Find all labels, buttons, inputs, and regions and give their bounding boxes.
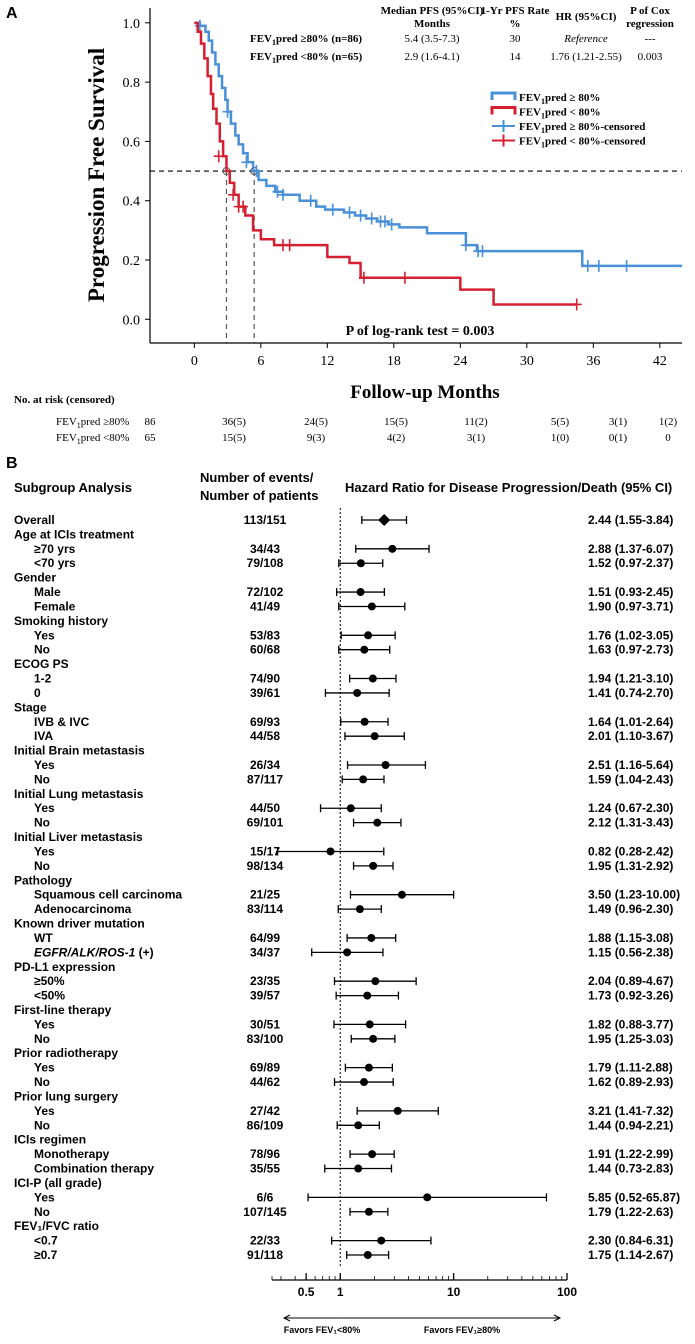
forest-events: 107/145 [243, 1204, 287, 1219]
km-y-tick-label: 0.2 [122, 253, 140, 269]
km-table-p: --- [644, 33, 656, 45]
forest-point [326, 847, 334, 855]
forest-events: 79/108 [246, 556, 284, 571]
km-at-risk-group: $FEV_1pred \ge 80\%$ [56, 416, 130, 430]
forest-row-label: EGFR/ALK/ROS-1 (+) [34, 945, 154, 960]
km-pvalue-label: P of log-rank test = 0.003 [345, 324, 495, 339]
forest-category-header: FEV₁/FVC ratio [14, 1219, 99, 1234]
km-x-tick-label: 36 [586, 354, 601, 369]
forest-row-label: Yes [34, 1190, 55, 1205]
forest-category-header: ECOG PS [14, 657, 69, 672]
forest-point [371, 977, 379, 985]
km-censor-mark [306, 195, 316, 207]
forest-events: 41/49 [249, 599, 281, 614]
km-table-p: 0.003 [637, 51, 663, 63]
forest-events: 83/100 [246, 1031, 284, 1046]
forest-category-header: ICI-P (all grade) [14, 1175, 102, 1190]
forest-point [359, 775, 367, 783]
forest-events: 44/62 [249, 1075, 281, 1090]
forest-events: 22/33 [249, 1233, 281, 1248]
forest-point [357, 588, 365, 596]
forest-events: 78/96 [249, 1147, 281, 1162]
forest-row-label: Yes [34, 801, 55, 816]
km-at-risk-value: 1(0) [550, 432, 570, 444]
km-y-axis-label: Progression Free Survival [84, 47, 109, 303]
forest-favors-right: Favors FEV₁≥80% [423, 1325, 501, 1335]
forest-hr-text: 1.82 (0.88-3.77) [588, 1017, 674, 1032]
forest-point [356, 905, 364, 913]
forest-hr-text: 1.15 (0.56-2.38) [588, 945, 674, 960]
km-at-risk-value: 0(1) [608, 432, 628, 444]
forest-point [398, 891, 406, 899]
km-table-header: Months [413, 18, 451, 30]
km-y-tick-label: 1.0 [122, 16, 140, 32]
forest-point [360, 1078, 368, 1086]
forest-point [367, 934, 375, 942]
forest-hr-text: 1.79 (1.22-2.63) [588, 1204, 674, 1219]
km-table-median: 5.4 (3.5-7.3) [404, 33, 460, 45]
forest-hr-text: 2.88 (1.37-6.07) [588, 541, 674, 556]
km-legend-label: $FEV_1pred < 80\%$ [519, 106, 601, 121]
forest-hr-text: 1.44 (0.73-2.83) [588, 1161, 674, 1176]
forest-hr-text: 1.95 (1.25-3.03) [588, 1031, 674, 1046]
forest-favors-left: Favors FEV₁<80% [283, 1325, 361, 1335]
km-at-risk-value: 4(2) [386, 432, 406, 444]
km-at-risk-group: $FEV_1pred <80\%$ [56, 432, 130, 446]
forest-row-label: 0 [34, 685, 41, 700]
forest-hr-text: 1.91 (1.22-2.99) [588, 1147, 674, 1162]
forest-point [354, 1121, 362, 1129]
forest-hr-text: 1.62 (0.89-2.93) [588, 1075, 674, 1090]
forest-point [373, 819, 381, 827]
forest-events-header-line2: Number of patients [200, 488, 319, 503]
km-legend-label: $FEV_1pred$ < 80%-censored [519, 135, 646, 150]
km-table-header: % [509, 18, 521, 30]
forest-overall-diamond [378, 514, 390, 526]
forest-row-label: ≥70 yrs [34, 541, 76, 556]
forest-events: 26/34 [249, 758, 281, 772]
forest-events: 64/99 [249, 930, 281, 945]
forest-point [369, 862, 377, 870]
km-table-group: $FEV_1pred \ge 80\%$ (n=86) [250, 33, 363, 47]
km-censor-mark [345, 207, 355, 219]
km-at-risk-value: 15(5) [222, 432, 246, 444]
km-at-risk-value: 9(3) [306, 432, 326, 444]
km-legend-label: $FEV_1pred \ge 80\%$ [519, 92, 601, 106]
forest-hr-text: 2.12 (1.31-3.43) [588, 815, 674, 830]
km-curve-low [194, 23, 576, 305]
km-table-header: HR (95%CI) [555, 11, 617, 23]
forest-favors-right-arrow [340, 1315, 560, 1321]
forest-hr-text: 2.44 (1.55-3.84) [588, 513, 674, 527]
forest-hr-text: 1.52 (0.97-2.37) [588, 556, 674, 571]
forest-hr-text: 1.24 (0.67-2.30) [588, 801, 674, 816]
forest-events: 60/68 [249, 642, 281, 657]
forest-row-label: Overall [14, 513, 55, 527]
forest-hr-text: 2.01 (1.10-3.67) [588, 729, 674, 744]
forest-row-label: ≥0.7 [34, 1248, 58, 1262]
forest-row-label: IVA [34, 729, 54, 744]
forest-category-header: Initial Liver metastasis [14, 830, 143, 845]
km-censor-mark [285, 239, 295, 251]
km-table-hr: 1.76 (1.21-2.55) [550, 51, 622, 63]
forest-hr-text: 1.59 (1.04-2.43) [588, 772, 674, 787]
forest-events: 35/55 [249, 1161, 281, 1176]
km-y-tick-label: 0.4 [122, 194, 140, 210]
forest-events: 69/93 [249, 714, 281, 729]
forest-row-label: <50% [34, 988, 66, 1003]
forest-events: 113/151 [243, 513, 287, 527]
forest-x-axis [272, 508, 577, 1335]
forest-point [363, 992, 371, 1000]
forest-point [388, 545, 396, 553]
forest-events: 86/109 [246, 1118, 284, 1133]
forest-favors-left-arrow [284, 1315, 340, 1321]
forest-row-label: No [34, 1031, 50, 1046]
forest-point [371, 732, 379, 740]
forest-hr-text: 2.30 (0.84-6.31) [588, 1233, 674, 1248]
km-table-median: 2.9 (1.6-4.1) [404, 51, 460, 63]
km-censor-mark [594, 260, 604, 272]
km-censor-mark [572, 298, 582, 310]
forest-plot [14, 470, 680, 1335]
km-legend-line-swatch [492, 93, 515, 100]
km-at-risk-title: No. at risk (censored) [14, 394, 115, 406]
forest-row-label: <0.7 [34, 1233, 58, 1248]
forest-category-header: Known driver mutation [14, 916, 145, 931]
forest-hr-text: 1.79 (1.11-2.88) [588, 1060, 673, 1075]
forest-category-header: Gender [14, 570, 57, 585]
forest-category-header: First-line therapy [14, 1003, 112, 1017]
km-censor-mark [356, 210, 366, 222]
km-censor-mark [272, 186, 282, 198]
km-x-tick-label: 42 [652, 354, 667, 369]
km-at-risk-value: 0 [665, 432, 671, 444]
forest-events: 15/17 [249, 844, 281, 859]
forest-row-label: Female [34, 599, 76, 614]
forest-events: 83/114 [246, 902, 284, 917]
forest-events: 69/89 [249, 1060, 281, 1075]
forest-tick-label: 100 [556, 1285, 578, 1299]
forest-category-header: Initial Brain metastasis [14, 743, 145, 758]
forest-row-label: Squamous cell carcinoma [34, 887, 183, 902]
km-summary-table [250, 5, 674, 65]
forest-events: 21/25 [249, 887, 281, 902]
forest-events: 98/134 [246, 858, 284, 873]
forest-row-label: Yes [34, 844, 55, 859]
km-reference-lines [150, 168, 682, 343]
km-censor-mark [328, 204, 338, 216]
km-censor-mark [367, 212, 377, 224]
km-table-rate: 14 [509, 51, 521, 63]
km-y-tick-label: 0.8 [122, 76, 140, 92]
forest-row-label: Yes [34, 758, 55, 772]
km-table-header: P of Cox [630, 5, 670, 17]
forest-row-label: Male [34, 585, 61, 600]
forest-point [369, 1035, 377, 1043]
forest-point [347, 804, 355, 812]
forest-row-label: Yes [34, 1017, 55, 1032]
km-table-header: 1-Yr PFS Rate [480, 5, 550, 17]
forest-row-label: Yes [34, 1060, 55, 1075]
km-legend [492, 92, 646, 150]
forest-point [364, 1251, 372, 1259]
forest-row-label: No [34, 1204, 50, 1219]
km-legend-label: $FEV_1pred$ ≥ 80%-censored [519, 121, 646, 135]
km-y-tick-label: 0.0 [122, 313, 140, 329]
forest-row-label: 1-2 [34, 671, 52, 686]
km-x-axis-label: Follow-up Months [350, 382, 500, 403]
forest-hr-text: 1.73 (0.92-3.26) [588, 988, 674, 1003]
forest-hr-text: 1.41 (0.74-2.70) [588, 685, 674, 700]
km-legend-censor-swatch [492, 120, 515, 132]
forest-point [360, 646, 368, 654]
km-at-risk-value: 5(5) [550, 416, 570, 428]
forest-row-label: No [34, 1118, 50, 1133]
km-at-risk-value: 36(5) [222, 416, 246, 428]
forest-hr-text: 3.21 (1.41-7.32) [588, 1103, 674, 1118]
forest-category-header: ICIs regimen [14, 1132, 87, 1147]
forest-hr-text: 1.76 (1.02-3.05) [588, 628, 674, 643]
forest-row-label: WT [34, 930, 53, 945]
forest-events: 44/50 [249, 801, 281, 816]
forest-category-header: Age at ICIs treatment [14, 527, 135, 542]
forest-row-label: Adenocarcinoma [34, 902, 132, 917]
km-x-tick-label: 6 [257, 354, 265, 369]
forest-events: 6/6 [256, 1190, 274, 1205]
forest-events-header-line1: Number of events/ [200, 470, 314, 485]
km-table-group: $FEV_1pred <80\%$ (n=65) [250, 51, 363, 65]
forest-point [361, 718, 369, 726]
km-at-risk-value: 65 [144, 432, 156, 444]
forest-events: 27/42 [249, 1103, 281, 1118]
km-at-risk-value: 15(5) [384, 416, 408, 428]
forest-tick-label: 1 [336, 1285, 344, 1299]
km-legend-line-swatch [492, 108, 515, 115]
forest-point [365, 1064, 373, 1072]
forest-hr-text: 1.51 (0.93-2.45) [588, 585, 674, 600]
km-at-risk-value: 3(1) [608, 416, 628, 428]
forest-hr-text: 1.75 (1.14-2.67) [588, 1248, 674, 1262]
km-at-risk-value: 11(2) [464, 416, 488, 428]
km-plot [14, 5, 682, 446]
forest-category-header: Initial Lung metastasis [14, 786, 144, 801]
forest-point [365, 1208, 373, 1216]
forest-point [423, 1193, 431, 1201]
km-table-rate: 30 [509, 33, 521, 45]
forest-hr-text: 1.49 (0.96-2.30) [588, 902, 674, 917]
forest-point [357, 559, 365, 567]
km-censor-mark [583, 260, 593, 272]
km-censor-mark [461, 239, 471, 251]
km-censor-mark [241, 156, 251, 168]
km-table-hr: Reference [564, 33, 608, 45]
km-table-header: regression [626, 18, 674, 30]
km-at-risk-value: 3(1) [466, 432, 486, 444]
km-at-risk-value: 1(2) [658, 416, 678, 428]
forest-point [366, 1020, 374, 1028]
km-y-tick-label: 0.6 [122, 135, 140, 151]
forest-category-header: Prior lung surgery [14, 1089, 119, 1104]
km-censor-mark [228, 189, 238, 201]
forest-hr-text: 2.51 (1.16-5.64) [588, 758, 674, 772]
forest-hr-text: 2.04 (0.89-4.67) [588, 974, 674, 989]
forest-row-label: Yes [34, 1103, 55, 1118]
km-series [194, 20, 682, 311]
forest-hr-text: 1.94 (1.21-3.10) [588, 671, 674, 686]
km-x-tick-label: 30 [519, 354, 534, 369]
km-at-risk-table [14, 394, 677, 446]
km-at-risk-value: 24(5) [304, 416, 328, 428]
forest-events: 87/117 [246, 772, 284, 787]
forest-tick-label: 0.5 [297, 1285, 315, 1299]
forest-events: 72/102 [246, 585, 284, 600]
forest-hr-text: 1.88 (1.15-3.08) [588, 930, 674, 945]
forest-row-label: Combination therapy [34, 1161, 155, 1176]
forest-category-header: Stage [14, 700, 47, 715]
km-x-tick-label: 12 [320, 354, 335, 369]
forest-point [354, 1165, 362, 1173]
forest-category-header: Prior radiotherapy [14, 1046, 119, 1061]
forest-tick-label: 10 [446, 1285, 461, 1299]
km-censor-mark [478, 245, 488, 257]
forest-row-label: ≥50% [34, 974, 65, 989]
forest-hr-text: 0.82 (0.28-2.42) [588, 844, 674, 859]
forest-events: 34/43 [249, 541, 281, 556]
km-at-risk-value: 86 [144, 416, 156, 428]
forest-row-label: No [34, 772, 50, 787]
forest-events: 34/37 [249, 945, 281, 960]
forest-events: 39/61 [249, 685, 281, 700]
forest-point [353, 689, 361, 697]
forest-row-label: IVB & IVC [34, 714, 90, 729]
forest-point [382, 761, 390, 769]
km-table-header: Median PFS (95%CI) [380, 5, 484, 17]
forest-hr-text: 1.64 (1.01-2.64) [588, 714, 674, 729]
forest-hr-text: 1.63 (0.97-2.73) [588, 642, 674, 657]
forest-row-label: No [34, 1075, 50, 1090]
km-x-tick-label: 24 [453, 354, 468, 369]
forest-row-label: No [34, 815, 50, 830]
forest-events: 30/51 [249, 1017, 281, 1032]
forest-point [368, 1150, 376, 1158]
forest-row-label: Monotherapy [34, 1147, 110, 1162]
km-censor-mark [400, 272, 410, 284]
forest-point [377, 1237, 385, 1245]
forest-events: 69/101 [246, 815, 284, 830]
forest-events: 74/90 [249, 671, 281, 686]
forest-events: 44/58 [249, 729, 281, 744]
forest-events: 23/35 [249, 974, 281, 989]
forest-hr-text: 3.50 (1.23-10.00) [588, 887, 681, 902]
forest-row-label: No [34, 858, 50, 873]
panel-label-b: B [6, 455, 18, 472]
forest-point [394, 1107, 402, 1115]
km-x-tick-label: 0 [190, 354, 198, 369]
panel-label-a: A [6, 5, 18, 22]
forest-category-header: Pathology [14, 873, 73, 888]
forest-subgroup-header: Subgroup Analysis [14, 480, 132, 495]
km-x-tick-label: 18 [386, 354, 401, 369]
km-censor-mark [622, 260, 632, 272]
forest-events: 91/118 [246, 1248, 284, 1262]
forest-hr-text: 1.90 (0.97-3.71) [588, 599, 674, 614]
forest-events: 39/57 [249, 988, 281, 1003]
km-legend-censor-swatch [492, 135, 515, 147]
forest-point [343, 948, 351, 956]
forest-rows [14, 513, 680, 1262]
forest-row-label: <70 yrs [34, 556, 76, 571]
forest-events: 53/83 [249, 628, 281, 643]
forest-row-label: No [34, 642, 50, 657]
forest-category-header: PD-L1 expression [14, 959, 116, 974]
forest-point [364, 631, 372, 639]
forest-category-header: Smoking history [14, 613, 109, 628]
forest-row-label: Yes [34, 628, 55, 643]
forest-hr-header: Hazard Ratio for Disease Progression/Death (95% CI) [345, 480, 673, 495]
forest-hr-text: 1.95 (1.31-2.92) [588, 858, 674, 873]
forest-hr-text: 5.85 (0.52-65.87) [588, 1190, 681, 1205]
forest-point [368, 602, 376, 610]
forest-point [369, 675, 377, 683]
forest-hr-text: 1.44 (0.94-2.21) [588, 1118, 674, 1133]
